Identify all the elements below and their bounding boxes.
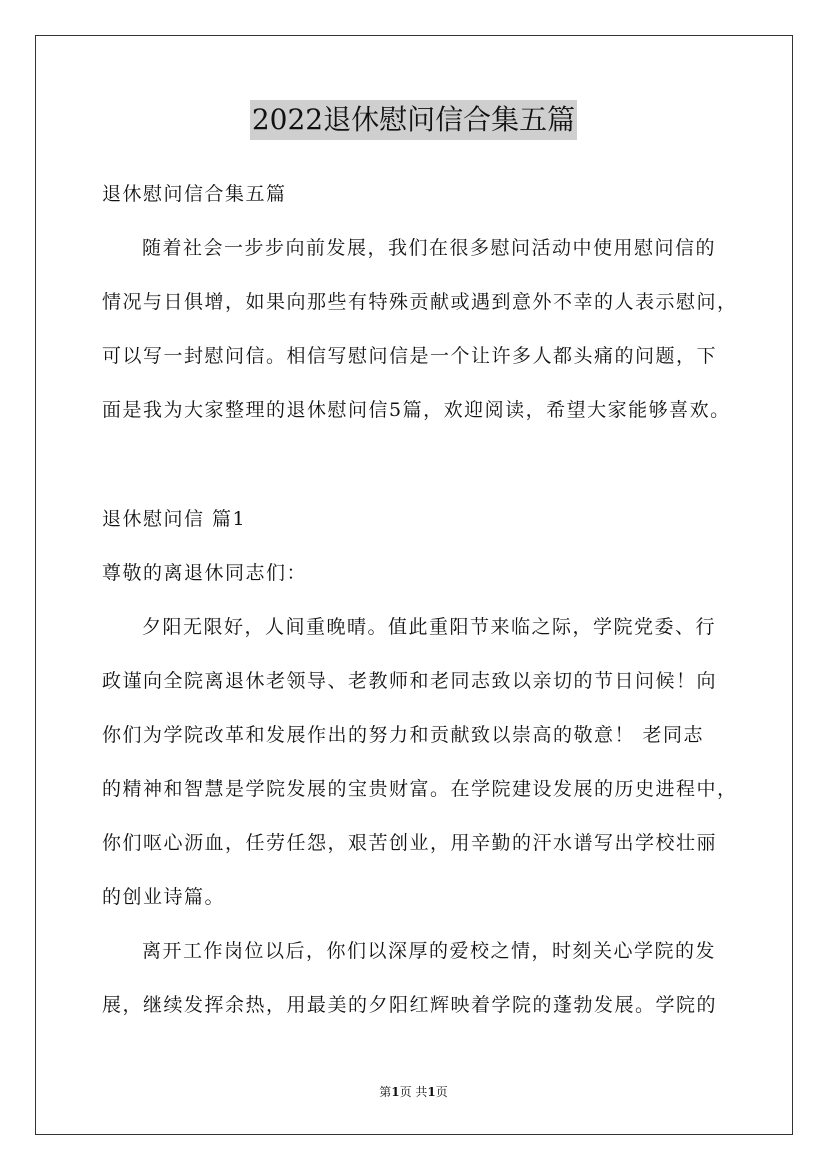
intro-line-3: 可以写一封慰问信。相信写慰问信是一个让许多人都头痛的问题，下 bbox=[102, 345, 718, 367]
intro-line-2: 情况与日俱增，如果向那些有特殊贡献或遇到意外不幸的人表示慰问， bbox=[102, 291, 738, 313]
intro-line-1: 随着社会一步步向前发展，我们在很多慰问活动中使用慰问信的 bbox=[142, 237, 717, 259]
salutation: 尊敬的离退休同志们： bbox=[102, 562, 308, 584]
footer-page-current: 1 bbox=[391, 1085, 400, 1099]
para1-line-5: 你们呕心沥血，任劳任怨，艰苦创业，用辛勤的汗水谱写出学校壮丽 bbox=[102, 832, 718, 854]
para1-line-6: 的创业诗篇。 bbox=[102, 886, 226, 908]
para1-line-1: 夕阳无限好，人间重晚晴。值此重阳节来临之际，学院党委、行 bbox=[142, 616, 717, 638]
title-container bbox=[0, 100, 827, 140]
footer-page-total: 1 bbox=[427, 1085, 436, 1099]
document-title: 2022退休慰问信合集五篇 bbox=[250, 100, 577, 140]
para1-line-4: 的精神和智慧是学院发展的宝贵财富。在学院建设发展的历史进程中， bbox=[102, 778, 738, 800]
para1-line-3: 你们为学院改革和发展作出的努力和贡献致以崇高的敬意！ 老同志 bbox=[102, 724, 705, 746]
section-heading: 退休慰问信 篇1 bbox=[102, 508, 247, 530]
page-footer bbox=[0, 1084, 827, 1100]
document-subtitle: 退休慰问信合集五篇 bbox=[102, 183, 287, 205]
para2-line-2: 展，继续发挥余热，用最美的夕阳红辉映着学院的蓬勃发展。学院的 bbox=[102, 994, 718, 1016]
para2-line-1: 离开工作岗位以后，你们以深厚的爱校之情，时刻关心学院的发 bbox=[142, 940, 717, 962]
intro-line-4: 面是我为大家整理的退休慰问信5篇，欢迎阅读，希望大家能够喜欢。 bbox=[102, 399, 731, 421]
footer-prefix: 第 bbox=[379, 1085, 392, 1099]
footer-suffix: 页 bbox=[435, 1085, 448, 1099]
para1-line-2: 政谨向全院离退休老领导、老教师和老同志致以亲切的节日问候！向 bbox=[102, 670, 718, 692]
footer-mid: 页 共 bbox=[399, 1085, 428, 1099]
